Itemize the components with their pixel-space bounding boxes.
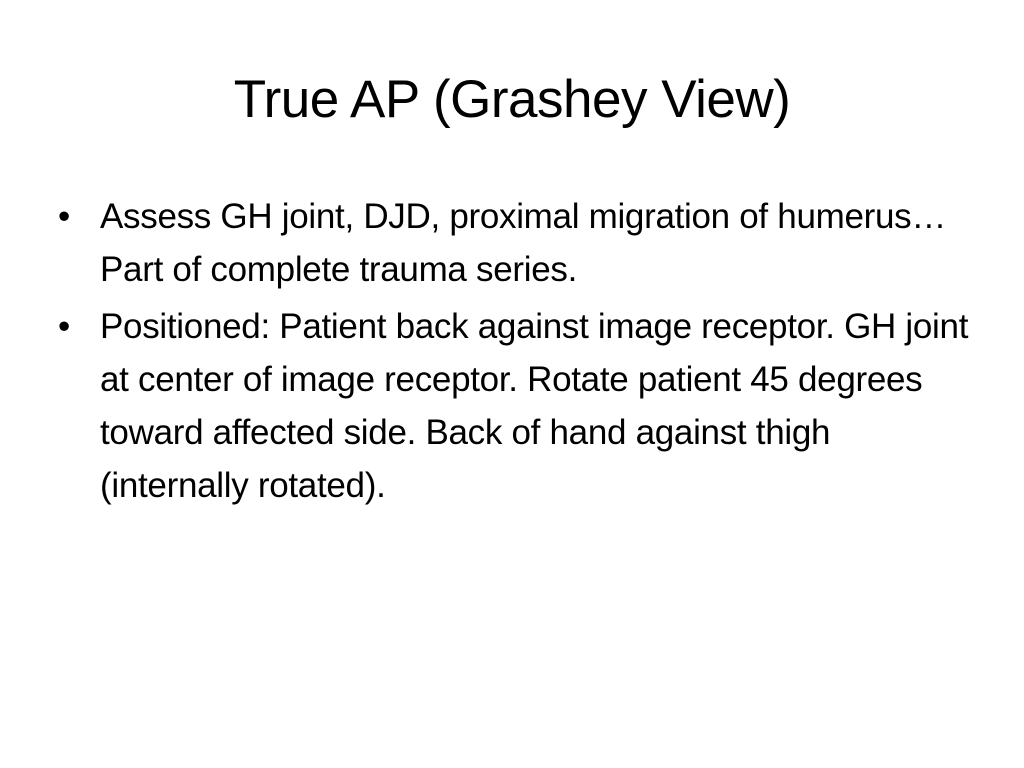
slide-title: True AP (Grashey View) — [233, 70, 791, 129]
bullet-item — [58, 190, 978, 296]
bullet-dot-icon: • — [58, 197, 70, 236]
bullet-dot-icon: • — [58, 307, 70, 346]
bullet-item — [58, 300, 978, 512]
bullet-text: Positioned: Patient back against image receptor. GH joint at center of image receptor. Rotate patient 45 degrees toward affected side. Back of hand against thigh (internally rotated). — [100, 307, 969, 505]
bullet-list — [58, 190, 978, 516]
bullet-text: Assess GH joint, DJD, proximal migration of humerus… Part of complete trauma series. — [100, 197, 947, 289]
